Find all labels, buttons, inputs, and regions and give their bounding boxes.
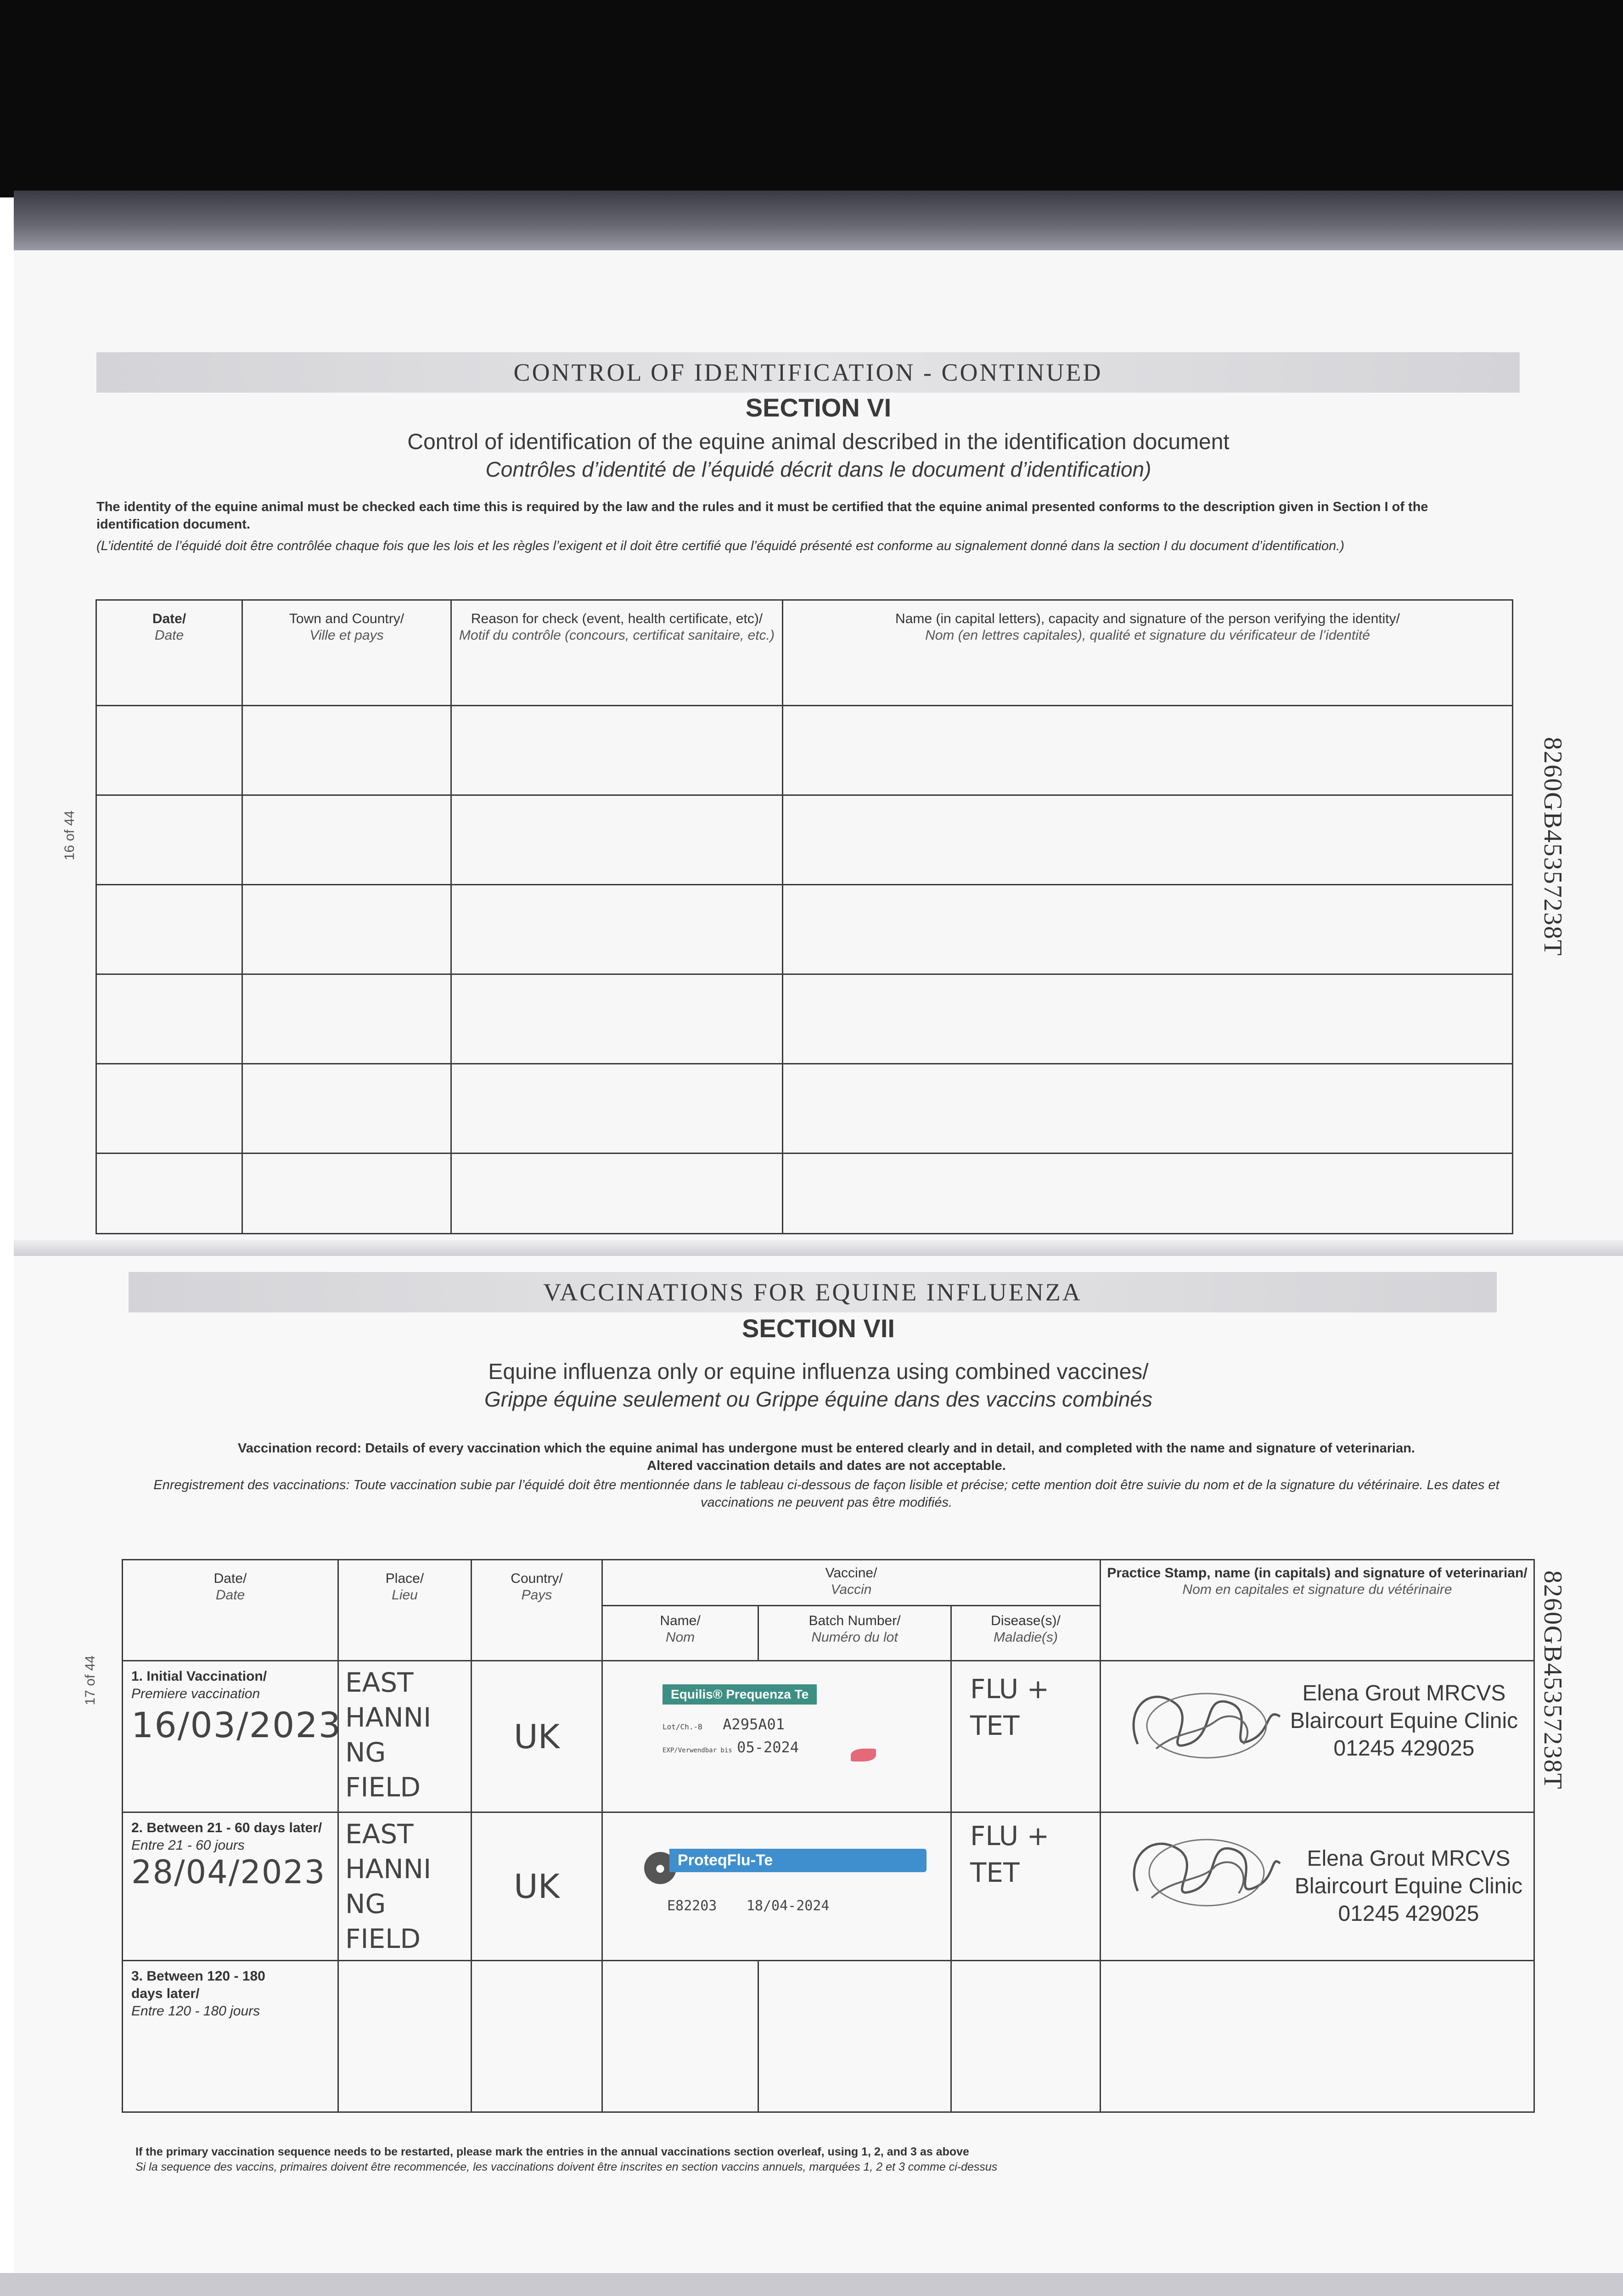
row1-date-value: 16/03/2023 xyxy=(131,1705,342,1745)
table-row xyxy=(96,974,1513,1064)
row1-vet-name: Elena Grout MRCVS xyxy=(1302,1681,1506,1705)
row1-phone: 01245 429025 xyxy=(1333,1736,1475,1761)
row1-expiry-line: EXP/Verwendbar bis 05-2024 xyxy=(663,1739,799,1756)
row2-vaccine-sticker-cell[interactable] xyxy=(602,1812,951,1961)
row1-label-en: 1. Initial Vaccination/ xyxy=(131,1669,267,1684)
section7-label: SECTION VII xyxy=(742,1314,895,1343)
row3-country-cell[interactable] xyxy=(472,1961,602,2112)
town-cell[interactable] xyxy=(242,885,451,974)
row1-batch-line: Lot/Ch.-B A295A01 xyxy=(663,1716,785,1733)
passport-number-side: 8260GB45357238T xyxy=(1539,737,1567,957)
row1-disease-cell[interactable] xyxy=(951,1661,1101,1812)
row1-vaccine-label: Equilis® Prequenza Te xyxy=(663,1684,817,1705)
page-bottom-edge xyxy=(0,2273,1623,2296)
row1-place-cell[interactable] xyxy=(338,1661,472,1812)
vaccination-record-en: Vaccination record: Details of every vaccination which the equine animal has undergone must be entered clearly and in detail, and completed with the name and signature of veterinarian. Altered vaccination details and dates are not acceptable. xyxy=(238,1441,1415,1473)
row1-label-fr: Premiere vaccination xyxy=(131,1686,260,1701)
row2-vet-stamp xyxy=(1280,1845,1537,1928)
col-town-header: Town and Country/ Ville et pays xyxy=(242,600,451,706)
row1-vet-stamp xyxy=(1275,1680,1533,1762)
vaccination-row-1 xyxy=(123,1661,1534,1812)
section6-intro-en: The identity of the equine animal must be checked each time this is required by the law and the rules and it must be certified that the equine animal presented conforms to the description given in Section I of the identification document. xyxy=(96,500,1428,532)
page-17 xyxy=(14,1256,1623,2296)
reason-cell[interactable] xyxy=(451,1154,783,1234)
row1-expiry-value: 05-2024 xyxy=(737,1739,799,1756)
header-batch-number: Batch Number/ Numéro du lot xyxy=(758,1606,951,1661)
reason-cell[interactable] xyxy=(451,885,783,974)
date-cell[interactable] xyxy=(96,1154,242,1234)
ink-mark xyxy=(851,1749,876,1761)
identity-check-header-row xyxy=(96,600,1513,706)
date-cell[interactable] xyxy=(96,795,242,885)
row2-signature xyxy=(1119,1822,1285,1914)
row3-place-cell[interactable] xyxy=(338,1961,472,2112)
row2-disease-cell[interactable] xyxy=(951,1812,1101,1961)
row1-disease-value: FLU + TET xyxy=(970,1673,1050,1741)
row1-place-value: EAST HANNING FIELD xyxy=(345,1667,432,1803)
row2-batch-value: E82203 xyxy=(667,1898,717,1914)
section6-banner: CONTROL OF IDENTIFICATION - CONTINUED xyxy=(96,352,1520,393)
town-cell[interactable] xyxy=(242,974,451,1064)
row1-stamp-cell[interactable] xyxy=(1101,1661,1534,1812)
section7-title-en: Equine influenza only or equine influenza using combined vaccines/ xyxy=(488,1360,1149,1384)
town-cell[interactable] xyxy=(242,1064,451,1154)
row3-disease-cell[interactable] xyxy=(951,1961,1101,2112)
col-date-header: Date/ Date xyxy=(96,600,242,706)
drop-icon: ● xyxy=(644,1852,676,1884)
passport-number-side-17: 8260GB45357238T xyxy=(1539,1570,1567,1790)
page-number-17: 17 of 44 xyxy=(83,1655,98,1705)
verifier-cell[interactable] xyxy=(783,795,1513,885)
verifier-cell[interactable] xyxy=(783,1154,1513,1234)
row2-label-fr: Entre 21 - 60 jours xyxy=(131,1838,245,1853)
section7-banner: VACCINATIONS FOR EQUINE INFLUENZA xyxy=(129,1272,1497,1312)
reason-cell[interactable] xyxy=(451,706,783,795)
date-cell[interactable] xyxy=(96,885,242,974)
row2-disease-value: FLU + TET xyxy=(970,1820,1050,1888)
footnote-en: If the primary vaccination sequence needs to be restarted, please mark the entries in the annual vaccinations section overleaf, using 1, 2, and 3 as above xyxy=(135,2145,969,2158)
row3-vaccine-name-cell[interactable] xyxy=(602,1961,758,2112)
header-country: Country/ Pays xyxy=(472,1560,602,1661)
town-cell[interactable] xyxy=(242,795,451,885)
row1-clinic: Blaircourt Equine Clinic xyxy=(1290,1709,1518,1733)
row2-batch-line xyxy=(667,1898,829,1914)
scan-dark-background xyxy=(0,0,1623,197)
row2-date-cell[interactable] xyxy=(123,1812,338,1961)
verifier-cell[interactable] xyxy=(783,974,1513,1064)
reason-cell[interactable] xyxy=(451,1064,783,1154)
row2-clinic: Blaircourt Equine Clinic xyxy=(1294,1874,1523,1898)
row2-country-value: UK xyxy=(514,1867,560,1906)
header-disease: Disease(s)/ Maladie(s) xyxy=(951,1606,1101,1661)
footnote-fr: Si la sequence des vaccins, primaires doivent être recommencée, les vaccinations doivent être inscrites en section vaccins annuels, marquées 1, 2 et 3 comme ci-dessus xyxy=(135,2161,998,2173)
vaccination-row-3 xyxy=(123,1961,1534,2112)
table-row xyxy=(96,1064,1513,1154)
table-row xyxy=(96,706,1513,795)
row2-stamp-cell[interactable] xyxy=(1101,1812,1534,1961)
section6-title-fr: Contrôles d’identité de l’équidé décrit dans le document d’identification) xyxy=(485,457,1151,481)
col-reason-header: Reason for check (event, health certificate, etc)/ Motif du contrôle (concours, certificat sanitaire, etc.) xyxy=(451,600,783,706)
section6-label: SECTION VI xyxy=(745,393,892,422)
town-cell[interactable] xyxy=(242,1154,451,1234)
page-16 xyxy=(14,250,1623,1256)
page-top-edge xyxy=(14,191,1623,250)
header-stamp: Practice Stamp, name (in capitals) and signature of veterinarian/ Nom en capitales et signature du vétérinaire xyxy=(1101,1560,1534,1661)
row3-batch-cell[interactable] xyxy=(758,1961,951,2112)
vaccination-header-row-1 xyxy=(123,1560,1534,1606)
table-row xyxy=(96,795,1513,885)
identity-check-table xyxy=(95,599,1513,1234)
col-verifier-header: Name (in capital letters), capacity and signature of the person verifying the identity/ Nom (en lettres capitales), qualité et signature du vérificateur de l’identité xyxy=(783,600,1513,706)
header-vaccine: Vaccine/ Vaccin xyxy=(602,1560,1101,1606)
vaccination-record-fr: Enregistrement des vaccinations: Toute vaccination subie par l’équidé doit être mentionnée dans le tableau ci-dessous de façon lisible et précise; cette mention doit être suivie du nom et de la signature du vétérinaire. Les dates et vaccinations ne peuvent pas être modifiés. xyxy=(153,1478,1499,1510)
header-date: Date/ Date xyxy=(123,1560,338,1661)
row2-expiry-value: 18/04-2024 xyxy=(746,1898,830,1914)
row1-country-value: UK xyxy=(514,1717,560,1756)
vaccination-table xyxy=(122,1559,1535,2113)
date-cell[interactable] xyxy=(96,706,242,795)
row2-label-en: 2. Between 21 - 60 days later/ xyxy=(131,1820,322,1835)
date-cell[interactable] xyxy=(96,1064,242,1154)
header-place: Place/ Lieu xyxy=(338,1560,472,1661)
reason-cell[interactable] xyxy=(451,795,783,885)
row3-stamp-cell[interactable] xyxy=(1101,1961,1534,2112)
row1-signature xyxy=(1119,1675,1285,1767)
row2-phone: 01245 429025 xyxy=(1338,1902,1479,1926)
row3-date-cell[interactable] xyxy=(123,1961,338,2112)
verifier-cell[interactable] xyxy=(783,1064,1513,1154)
verifier-cell[interactable] xyxy=(783,885,1513,974)
row2-place-value: EAST HANNING FIELD xyxy=(345,1818,432,1954)
row1-vaccine-sticker-cell[interactable] xyxy=(602,1661,951,1812)
town-cell[interactable] xyxy=(242,706,451,795)
row1-date-cell[interactable] xyxy=(123,1661,342,1812)
row2-vaccine-label: ProteqFlu-Te xyxy=(669,1849,927,1872)
reason-cell[interactable] xyxy=(451,974,783,1064)
verifier-cell[interactable] xyxy=(783,706,1513,795)
page-number-16: 16 of 44 xyxy=(62,810,77,861)
header-vaccine-name: Name/ Nom xyxy=(602,1606,758,1661)
table-row xyxy=(96,885,1513,974)
row3-label-fr: Entre 120 - 180 jours xyxy=(131,2003,260,2019)
row3-label-en: 3. Between 120 - 180 days later/ xyxy=(131,1969,265,2001)
section7-title-fr: Grippe équine seulement ou Grippe équine dans des vaccins combinés xyxy=(484,1387,1152,1411)
vaccination-row-2 xyxy=(123,1812,1534,1961)
row1-country-cell[interactable] xyxy=(472,1661,602,1812)
row2-country-cell[interactable] xyxy=(472,1812,602,1961)
row2-vet-name: Elena Grout MRCVS xyxy=(1307,1846,1511,1871)
table-row xyxy=(96,1154,1513,1234)
section6-intro-fr: (L’identité de l’équidé doit être contrôlée chaque fois que les lois et les règles l’exigent et il doit être certifié que l’équidé présenté est conforme au signalement donné dans la section I du document d’identification.) xyxy=(96,539,1344,553)
date-cell[interactable] xyxy=(96,974,242,1064)
row2-place-cell[interactable] xyxy=(338,1812,472,1961)
section6-title-en: Control of identification of the equine animal described in the identification document xyxy=(407,430,1230,454)
row1-batch-value: A295A01 xyxy=(723,1716,785,1733)
row2-date-value: 28/04/2023 xyxy=(131,1853,326,1891)
